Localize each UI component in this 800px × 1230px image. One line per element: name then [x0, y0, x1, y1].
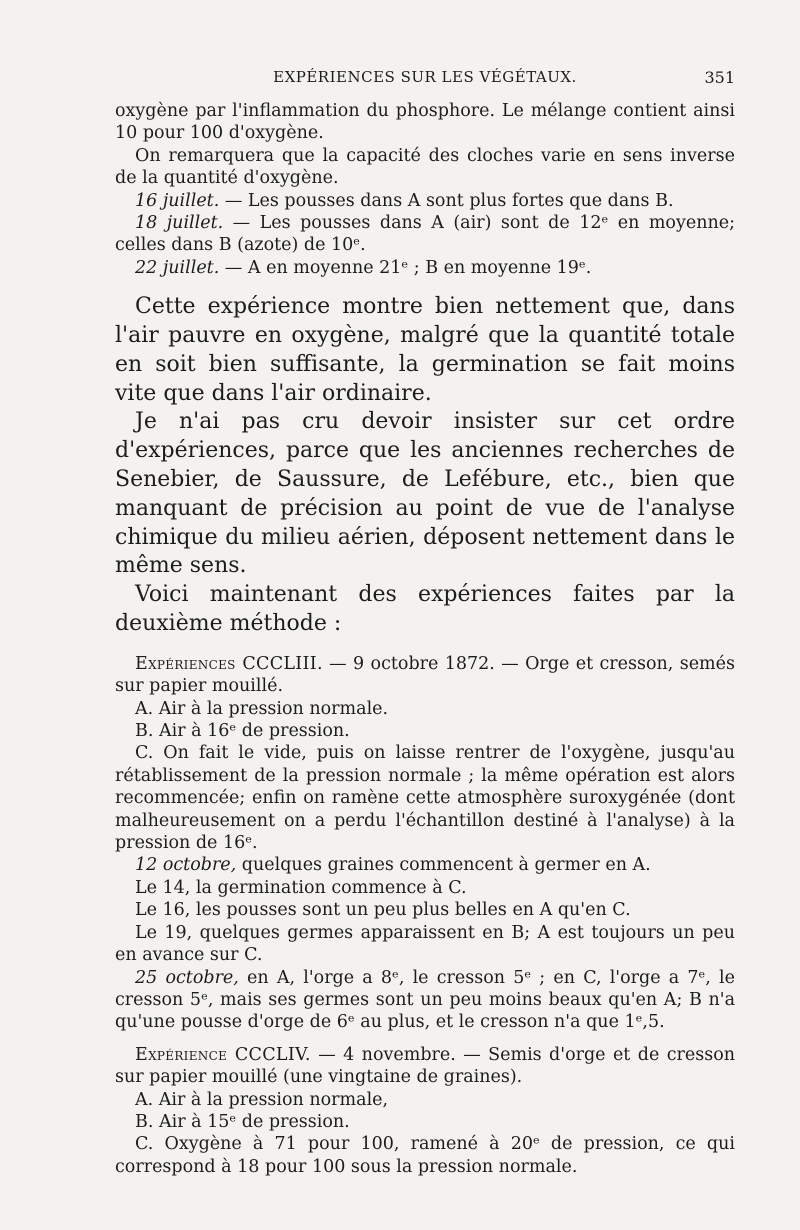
- date-label: 18 juillet.: [135, 213, 224, 234]
- condition-a: A. Air à la pression normale,: [135, 1089, 389, 1110]
- observation-16: Le 16, les pousses sont un peu plus belles en A qu'en C.: [135, 900, 631, 921]
- experiment-label: Expérience CCCLIV.: [135, 1044, 311, 1065]
- page-body: [115, 100, 735, 1178]
- spacer: [115, 279, 735, 293]
- experiment-heading: Expérience CCCLIV. — 4 novembre. — Semis d'orge et de cresson sur papier mouillé (une vingtaine de graines).: [115, 1044, 736, 1088]
- paragraph-capacity-note: On remarquera que la capacité des cloches varie en sens inverse de la quantité d'oxygène.: [115, 145, 735, 189]
- paragraph-conclusion: Cette expérience montre bien nettement que, dans l'air pauvre en oxygène, malgré que la quantité totale en soit bien suffisante, la germination se fait moins vite que dans l'air ordinaire.: [115, 294, 735, 406]
- running-title: EXPÉRIENCES SUR LES VÉGÉTAUX.: [273, 68, 577, 86]
- observation-14: Le 14, la germination commence à C.: [135, 877, 467, 898]
- page-header: [115, 68, 735, 90]
- experiment-heading: Expériences CCCLIII. — 9 octobre 1872. — Orge et cresson, semés sur papier mouillé.: [115, 653, 735, 697]
- condition-b: B. Air à 15ᵉ de pression.: [135, 1111, 350, 1132]
- condition-c: C. Oxygène à 71 pour 100, ramené à 20ᵉ de pression, ce qui correspond à 18 pour 100 sous la pression normale.: [115, 1134, 735, 1177]
- spacer: [115, 639, 735, 653]
- condition-c: C. On fait le vide, puis on laisse rentrer de l'oxygène, jusqu'au rétablissement de la pression normale ; la même opération est alors recommencée; enfin on ramène cette atmosphère suroxygénée (dont malheureusement on a perdu l'échantillon destiné à l'analyse) à la pression de 16ᵉ.: [115, 743, 735, 854]
- entry-18-july: 18 juillet. — Les pousses dans A (air) sont de 12ᵉ en moyenne; celles dans B (azote) de 10ᵉ.: [115, 213, 735, 256]
- date-label: 22 juillet.: [135, 257, 220, 278]
- entry-16-july: 16 juillet. — Les pousses dans A sont plus fortes que dans B.: [135, 190, 674, 211]
- entry-22-july: 22 juillet. — A en moyenne 21ᵉ ; B en moyenne 19ᵉ.: [135, 257, 592, 278]
- date-label: 25 octobre,: [135, 967, 239, 988]
- condition-b: B. Air à 16ᵉ de pression.: [135, 721, 350, 742]
- observation-12-october: 12 octobre, quelques graines commencent à germer en A.: [135, 855, 651, 876]
- paragraph-earlier-research: Je n'ai pas cru devoir insister sur cet ordre d'expériences, parce que les anciennes recherches de Senebier, de Saussure, de Lefébure, etc., bien que manquant de précision au point de vue de l'analyse chimique du milieu aérien, déposent nettement dans le même sens.: [115, 409, 735, 579]
- experiment-label: Expériences CCCLIII.: [135, 653, 323, 674]
- observation-25-october: 25 octobre, en A, l'orge a 8ᵉ, le cresson 5ᵉ ; en C, l'orge a 7ᵉ, le cresson 5ᵉ, mais ses germes sont un peu moins beaux qu'en A; B n'a qu'une pousse d'orge de 6ᵉ au plus, et le cresson n'a que 1ᵉ,5.: [115, 967, 735, 1033]
- spacer: [115, 1034, 735, 1044]
- paragraph-second-method: Voici maintenant des expériences faites par la deuxième méthode :: [115, 582, 735, 637]
- date-label: 16 juillet.: [135, 190, 220, 211]
- page-number: 351: [704, 68, 735, 87]
- paragraph-continuation: oxygène par l'inflammation du phosphore. Le mélange contient ainsi 10 pour 100 d'oxygène.: [115, 101, 735, 144]
- date-label: 12 octobre,: [135, 855, 237, 876]
- condition-a: A. Air à la pression normale.: [135, 698, 389, 719]
- observation-19: Le 19, quelques germes apparaissent en B; A est toujours un peu en avance sur C.: [115, 922, 735, 966]
